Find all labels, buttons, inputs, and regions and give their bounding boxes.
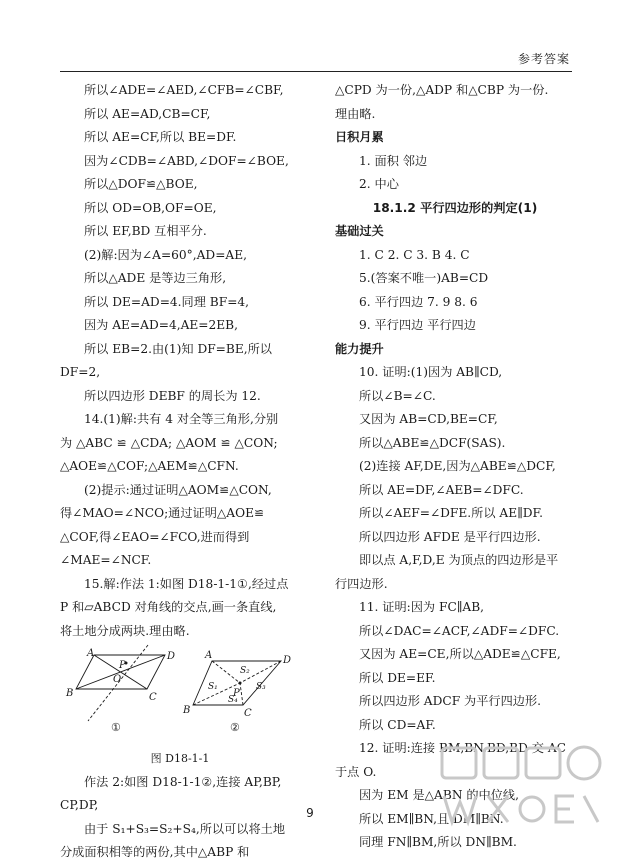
fig2-label-p: P [233,688,240,699]
right-text-block [335,79,575,855]
right-text-line: (2)连接 AF,DE,因为△ABE≌△DCF, [359,459,556,473]
fig2-label-s4: S₄ [228,695,238,705]
right-column [335,79,575,855]
fig1-label-o: O [113,674,122,685]
left-text-line: (2)提示:通过证明△AOM≌△CON, [84,482,272,497]
left-text-line: 所以 DE=AD=4.同理 BF=4, [84,294,250,309]
right-text-line: 于点 O. [335,764,377,779]
right-text-line: 所以∠B=∠C. [359,388,436,403]
left-text-line: CP,DP, [60,798,99,812]
right-text-line: 所以四边形 AFDE 是平行四边形. [359,529,541,544]
left-column [60,79,300,865]
figure-d18-1-1 [60,643,300,747]
watermark-logo [438,742,606,830]
fig1-number: ① [111,721,121,734]
right-text-line: 所以 EM∥BN,且 DM∥BN. [359,811,504,826]
right-text-line: 2. 中心 [359,177,399,191]
left-text-block [60,79,300,643]
right-text-line: 行四边形. [335,576,388,591]
right-text-line: 10. 证明:(1)因为 AB∥CD, [359,365,503,379]
right-text-line: 1. 面积 邻边 [359,153,428,168]
left-text-line: 所以△DOF≌△BOE, [84,177,198,191]
fig2-label-s1: S₁ [208,682,218,692]
left-text-line: 所以 EB=2.由(1)知 DF=BE,所以 [84,341,272,356]
right-text-line: 即以点 A,F,D,E 为顶点的四边形是平 [359,553,559,567]
fig2-number: ② [230,721,240,734]
fig1-label-b: B [66,688,74,699]
left-text-line: 因为∠CDB=∠ABD,∠DOF=∠BOE, [84,153,289,168]
right-text-line: 18.1.2 平行四边形的判定(1) [372,200,538,215]
fig2-label-d: D [283,655,292,666]
right-text-line: 同理 FN∥BM,所以 DN∥BM. [359,835,517,849]
left-text-line: 为 △ABC ≌ △CDA; △AOM ≌ △CON; [60,435,278,450]
left-text-line: 得∠MAO=∠NCO;通过证明△AOE≌ [60,506,265,520]
right-text-line: 所以 CD=AF. [359,717,436,732]
fig2-point-p-dot [239,682,242,685]
left-text-line: ∠MAE=∠NCF. [60,553,152,567]
right-text-line: 所以∠DAC=∠ACF,∠ADF=∠DFC. [359,623,560,638]
left-text-line: 所以 AE=AD,CB=CF, [84,106,211,121]
fig2-label-a: A [205,650,213,661]
fig2-label-s3: S₃ [256,682,266,692]
left-text-line: △COF,得∠EAO=∠FCO,进而得到 [60,529,250,544]
right-text-line: 能力提升 [335,341,384,356]
left-text-line: 14.(1)解:共有 4 对全等三角形,分别 [84,412,279,426]
fig1-label-d: D [167,651,176,662]
fig2-label-c: C [244,708,252,719]
fig1-label-a: A [87,648,95,659]
fig1-label-c: C [149,692,157,703]
left-text-line: 因为 AE=AD=4,AE=2EB, [84,318,238,332]
header-rule [60,71,572,72]
right-text-line: 所以四边形 ADCF 为平行四边形. [359,694,542,708]
right-text-line: 又因为 AB=CD,BE=CF, [359,412,498,426]
left-text-line: △AOE≌△COF;△AEM≌△CFN. [60,459,239,473]
left-text-line: 由于 S₁+S₃=S₂+S₄,所以可以将土地 [84,821,286,836]
left-text-line: 所以△ADE 是等边三角形, [84,271,227,285]
page-number: 9 [306,806,314,820]
left-text-line: 15.解:作法 1:如图 D18-1-1①,经过点 [84,576,289,591]
right-text-line: 又因为 AE=CE,所以△ADE≌△CFE, [359,647,561,661]
left-text-line: 分成面积相等的两份,其中△ABP 和 [60,845,250,859]
fig2-label-b: B [183,705,191,716]
left-text-line: 将土地分成两块.理由略. [60,623,190,638]
right-text-line: 因为 EM 是△ABN 的中位线, [359,788,519,802]
left-text-line: DF=2, [60,365,101,379]
right-text-line: 所以△ABE≌△DCF(SAS). [359,435,506,450]
right-text-line: 9. 平行四边 平行四边 [359,318,476,332]
left-text-line: (2)解:因为∠A=60°,AD=AE, [84,247,247,262]
right-text-line: 5.(答案不唯一)AB=CD [359,271,489,285]
left-text-line: 所以 OD=OB,OF=OE, [84,200,217,215]
fig1-label-p: P [119,660,126,671]
left-text-line: P 和▱ABCD 对角线的交点,画一条直线, [60,600,277,614]
left-text-line: 所以四边形 DEBF 的周长为 12. [84,388,261,403]
right-text-line: 12. 证明:连接 BM,BN,BD,BD 交 AC [359,741,566,755]
right-text-line: 基础过关 [335,224,384,238]
right-text-line: 所以∠AEF=∠DFE.所以 AE∥DF. [359,506,543,520]
left-text-line: 所以 EF,BD 互相平分. [84,224,207,238]
right-text-line: 所以 AE=DF,∠AEB=∠DFC. [359,482,524,497]
page-header-title: 参考答案 [517,52,570,66]
left-text-line: 作法 2:如图 D18-1-1②,连接 AP,BP, [84,774,282,789]
fig2-label-s2: S₂ [240,666,250,676]
left-text-line: 所以∠ADE=∠AED,∠CFB=∠CBF, [84,83,284,97]
right-text-line: 日积月累 [335,130,384,144]
right-text-line: 理由略. [335,106,376,121]
left-text-line: 所以 AE=CF,所以 BE=DF. [84,130,237,144]
right-text-line: 11. 证明:因为 FC∥AB, [359,600,485,614]
figure-svg [60,643,300,747]
figure-caption: 图 D18-1-1 [150,752,210,765]
right-text-line: 1. C 2. C 3. B 4. C [359,247,470,262]
right-text-line: 6. 平行四边 7. 9 8. 6 [359,294,478,309]
right-text-line: △CPD 为一份,△ADP 和△CBP 为一份. [335,83,549,97]
right-text-line: 所以 DE=EF. [359,670,436,685]
